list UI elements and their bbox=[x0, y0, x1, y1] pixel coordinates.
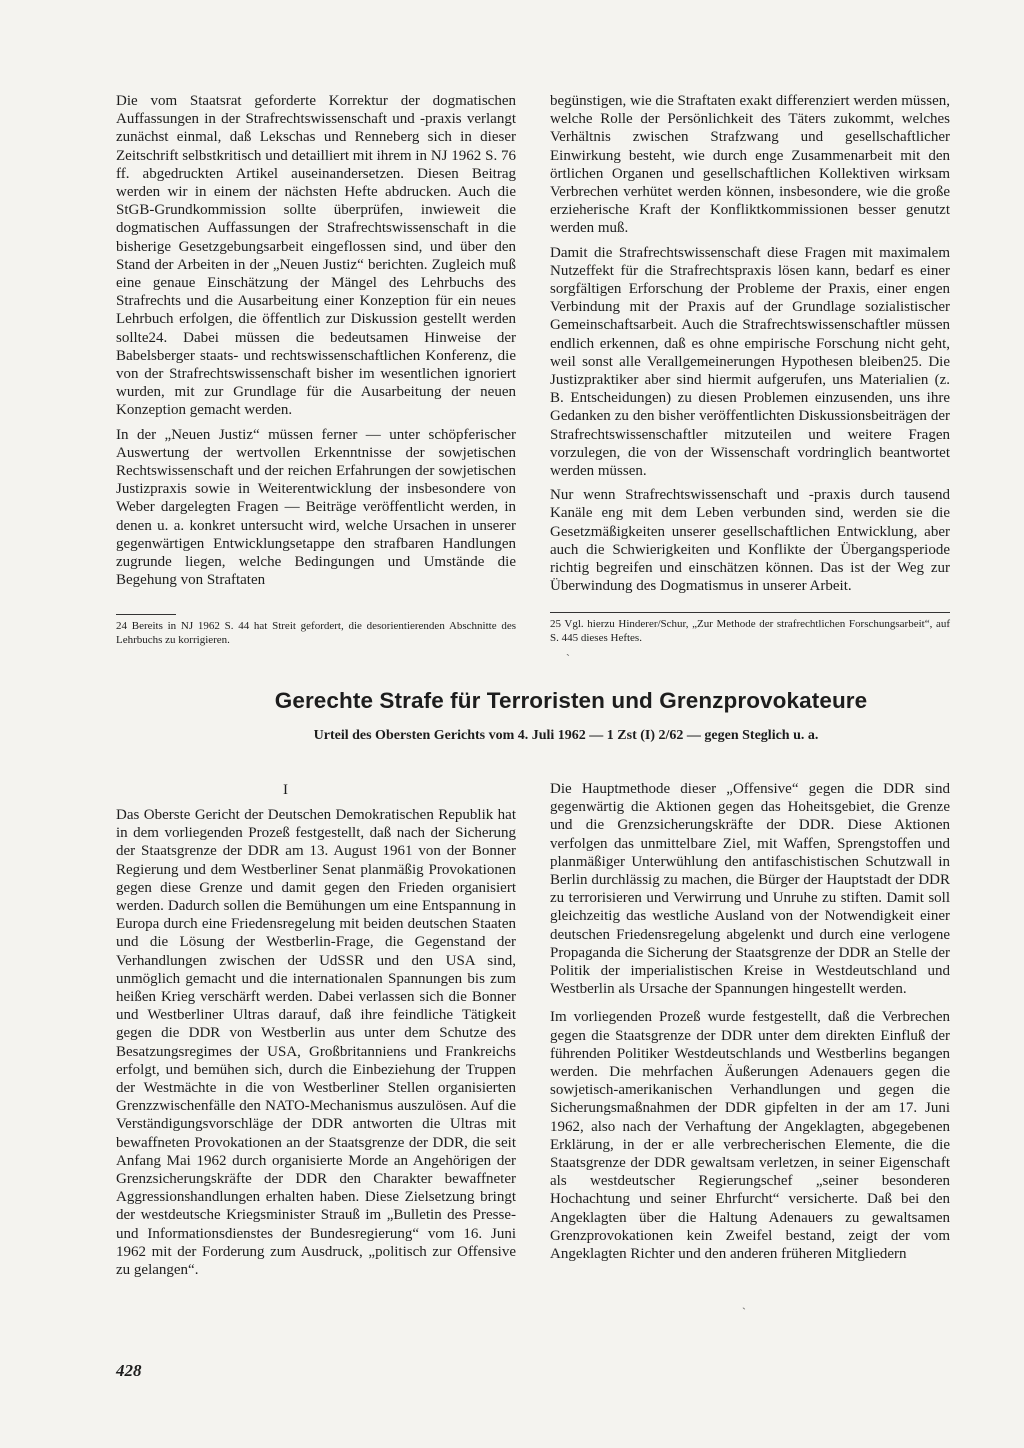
paragraph: Die vom Staatsrat geforderte Korrektur der dogmatischen Auffassungen in der Strafrechtswissenschaft und -praxis verlangt zunächst einmal, daß Lekschas und Renneberg sich in dieser Zeitschrift selbstkritisch und detailliert mit ihrem in NJ 1962 S. 76 ff. abgedruckten Artikel auseinandersetzen. Diesen Beitrag werden wir in einem der nächsten Hefte abdrucken. Auch die StGB-Grundkommission sollte überprüfen, inwieweit die dogmatischen Auffassungen der Strafrechtswissenschaft in die bisherige Gesetzgebungsarbeit eingeflossen sind, und über den Stand der Arbeiten in der „Neuen Justiz“ berichten. Zugleich muß eine genaue Einschätzung der Mängel des Lehrbuchs des Strafrechts und die Ausarbeitung einer Konzeption für ein neues Lehrbuch erfolgen, die öffentlich zur Diskussion gestellt werden sollte24. Dabei müssen die bedeutsamen Hinweise der Babelsberger staats- und rechtswissenschaftlichen Konferenz, die von der Strafrechtswissenschaft bisher im wesentlichen ignoriert wurden, mit zur Grundlage für die Ausarbeitung der neuen Konzeption gemacht werden. bbox=[116, 93, 516, 419]
column-bottom-left bbox=[116, 806, 516, 1285]
column-top-left bbox=[116, 92, 516, 595]
paragraph: Die Hauptmethode dieser „Offensive“ gegen die DDR sind gegenwärtig die Aktionen gegen das Hoheitsgebiet, die Grenze und die Grenzsicherungskräfte der DDR. Diese Aktionen verfolgen das unmittelbare Ziel, mit Waffen, Sprengstoffen und planmäßiger Unterwühlung den antifaschistischen Schutzwall in Berlin durchlässig zu machen, die Bürger der Hauptstadt der DDR zu terrorisieren und Verwirrung und Unruhe zu stiften. Damit soll gleichzeitig das westliche Ausland von der Notwendigkeit einer deutschen Friedensregelung abgelenkt und durch eine verlogene Propaganda die Sicherung der Staatsgrenze der DDR an Stelle der Politik der imperialistischen Kreise in Westdeutschland und Westberlin als Ursache der Spannungen hingestellt werden. bbox=[550, 781, 950, 998]
scan-mark: ˎ bbox=[742, 1296, 746, 1310]
page-number: 428 bbox=[116, 1361, 142, 1380]
paragraph: begünstigen, wie die Straftaten exakt differenziert werden müssen, welche Rolle der Persönlichkeit des Täters zukommt, welches Verhältnis zwischen Strafzwang und gesellschaftlicher Einwirkung besteht, wie durch enge Zusammenarbeit mit den örtlichen Organen und gesellschaftlichen Kollektiven wirksam Verbrechen verhütet werden können, insbesondere, wie die große erzieherische Kraft der Konfliktkommissionen besser genutzt werden muß. bbox=[550, 93, 950, 237]
paragraph: In der „Neuen Justiz“ müssen ferner — unter schöpferischer Auswertung der wertvollen Erkenntnisse der sowjetischen Rechtswissenschaft und der reichen Erfahrungen der sowjetischen Justizpraxis sowie in Weiterentwicklung der insbesondere von Weber dargelegten Fragen — Beiträge veröffentlicht werden, in denen u. a. konkret untersucht wird, welche Ursachen in unserer gegenwärtigen Entwicklungsetappe den strafbaren Handlungen zugrunde liegen, welche Bedingungen und Umstände die Begehung von Straftaten bbox=[116, 426, 516, 589]
footnote-divider bbox=[550, 612, 950, 613]
paragraph: Im vorliegenden Prozeß wurde festgestellt, daß die Verbrechen gegen die Staatsgrenze der DDR unter dem direkten Einfluß der führenden Politiker Westdeutschlands und Westberlins begangen werden. Die mehrfachen Äußerungen Adenauers gegen die sowjetisch-amerikanischen Verhandlungen und gegen die Sicherungsmaßnahmen der DDR gipfelten in der am 17. Juni 1962, also nach der Verhaftung der Angeklagten, abgegebenen Erklärung, in der er alle verbrecherischen Elemente, die die Staatsgrenze der DDR gewaltsam verletzen, in seiner Eigenschaft als westdeutscher Regierungschef „seiner besonderen Hochachtung und seiner Ehrfurcht“ versicherte. Daß bei den Angeklagten über die Haltung Adenauers zu gewaltsamen Grenzprovokationen kein Zweifel bestand, zeigt der vom Angeklagten Richter und den anderen früheren Mitgliedern bbox=[550, 1009, 950, 1263]
footnote-divider bbox=[116, 614, 176, 615]
article-subtitle: Urteil des Obersten Gerichts vom 4. Juli 1962 — 1 Zst (I) 2/62 — gegen Steglich u. a. bbox=[313, 728, 819, 743]
column-bottom-right bbox=[550, 780, 950, 1269]
paragraph: Damit die Strafrechtswissenschaft diese Fragen mit maximalem Nutzeffekt für die Strafrechtspraxis lösen kann, bedarf es einer sorgfältigen Erforschung der Probleme der Praxis, einer engen Verbindung mit der Praxis auf der Grundlage sozialistischer Gemeinschaftsarbeit. Auch die Strafrechtswissenschaftler müssen endlich erkennen, daß es ohne empirische Forschung nicht geht, weil sonst alle Verallgemeinerungen Hypothesen bleiben25. Die Justizpraktiker aber sind hiermit aufgerufen, uns Materialien (z. B. Entscheidungen) zu diesen Problemen einzusenden, uns ihre Gedanken zu den bisher veröffentlichten Diskussionsbeiträgen der Strafrechtswissenschaftler mitzuteilen und weitere Fragen vorzulegen, die von der Wissenschaft vordringlich beantwortet werden müssen. bbox=[550, 244, 950, 480]
footnote-25: 25 Vgl. hierzu Hinderer/Schur, „Zur Methode der strafrechtlichen Forschungsarbeit“, auf S. 445 dieses Heftes. bbox=[550, 618, 950, 644]
footnote-24: 24 Bereits in NJ 1962 S. 44 hat Streit gefordert, die desorientierenden Abschnitte des Lehrbuchs zu korrigieren. bbox=[116, 620, 516, 646]
paragraph: Nur wenn Strafrechtswissenschaft und -praxis durch tausend Kanäle eng mit dem Leben verbunden sind, werden sie die Gesetzmäßigkeiten unserer gesellschaftlichen Entwicklung, aber auch die Schwierigkeiten und Konflikte der Übergangsperiode richtig begreifen und einschätzen können. Das ist der Weg zur Überwindung des Dogmatismus in unserer Arbeit. bbox=[550, 487, 950, 595]
scan-mark: ˴ bbox=[566, 646, 570, 660]
article-title: Gerechte Strafe für Terroristen und Grenzprovokateure bbox=[274, 688, 868, 713]
section-number: I bbox=[283, 782, 288, 798]
paragraph: Das Oberste Gericht der Deutschen Demokratischen Republik hat in dem vorliegenden Prozeß festgestellt, daß nach der Sicherung der Staatsgrenze der DDR am 13. August 1961 von der Bonner Regierung und dem Westberliner Senat planmäßig Provokationen gegen diese Grenze und damit gegen den Frieden organisiert werden. Dadurch sollen die Bemühungen um eine Entspannung in Europa durch eine Friedensregelung mit beiden deutschen Staaten und die Lösung der Westberlin-Frage, die Gegenstand der Verhandlungen zwischen der UdSSR und den USA sind, unmöglich gemacht und die internationalen Spannungen bis zum heißen Krieg verschärft werden. Dabei verlassen sich die Bonner und Westberliner Ultras darauf, daß ihre feindliche Tätigkeit gegen die DDR von Westberlin aus unter dem Schutze des Besatzungsregimes der USA, Großbritanniens und Frankreichs erfolgt, und bemühen sich, durch die Einbeziehung der Truppen der Westmächte in die von Westberliner Stellen organisierten Grenzzwischenfälle den NATO-Mechanismus auszulösen. Auf die Verständigungsvorschläge der DDR antworten die Ultras mit bewaffneten Provokationen an der Staatsgrenze der DDR, die seit Anfang Mai 1962 durch organisierte Morde an Angehörigen der Grenzsicherungskräfte der DDR den Charakter bewaffneter Aggressionshandlungen erhalten haben. Diese Zielsetzung bringt der westdeutsche Kriegsminister Strauß im „Bulletin des Presse- und Informationsdienstes der Bundesregierung“ vom 16. Juni 1962 mit der Forderung zum Ausdruck, „politisch zur Offensive zu gelangen“. bbox=[116, 807, 516, 1279]
column-top-right bbox=[550, 92, 950, 601]
